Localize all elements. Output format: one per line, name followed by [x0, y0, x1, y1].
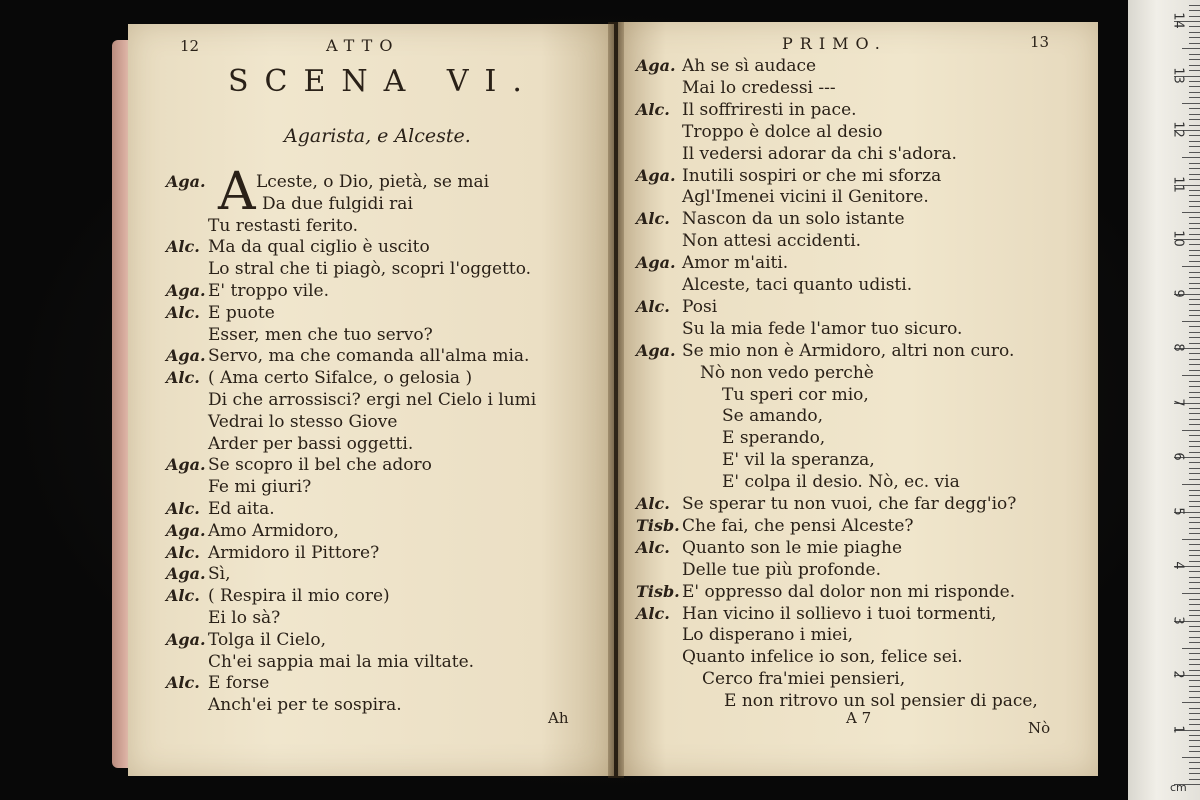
- speaker-label: Tisb.: [636, 515, 680, 535]
- ruler-tick: [1189, 146, 1200, 147]
- speaker-label: Aga.: [166, 564, 206, 584]
- verse-line: Tu restasti ferito.: [208, 215, 359, 236]
- verse-line: E non ritrovo un sol pensier di pace,: [724, 691, 1038, 712]
- ruler-tick: [1189, 735, 1200, 736]
- verse-line: Inutili sospiri or che mi sforza: [682, 165, 942, 186]
- ruler-tick: [1189, 386, 1200, 387]
- ruler-tick: [1189, 304, 1200, 305]
- ruler-label: 13: [1170, 66, 1186, 84]
- ruler-tick: [1189, 86, 1200, 87]
- verse-line: Da due fulgidi rai: [262, 193, 413, 214]
- ruler-tick: [1189, 670, 1200, 671]
- ruler-label: 7: [1170, 397, 1186, 407]
- speaker-label: Alc.: [636, 296, 670, 316]
- speaker-label: Alc.: [166, 302, 200, 322]
- ruler-tick: [1189, 528, 1200, 529]
- ruler-tick: [1189, 168, 1200, 169]
- verse-line: Non attesi accidenti.: [682, 231, 862, 252]
- ruler-tick: [1189, 381, 1200, 382]
- ruler-tick: [1189, 419, 1200, 420]
- ruler-tick: [1189, 533, 1200, 534]
- verse-line: Che fai, che pensi Alceste?: [682, 515, 914, 536]
- verse-line: Sì,: [208, 564, 231, 585]
- ruler-tick: [1189, 495, 1200, 496]
- verse-line: Ch'ei sappia mai la mia viltate.: [208, 651, 475, 672]
- ruler-tick: [1189, 315, 1200, 316]
- ruler-tick: [1182, 539, 1200, 540]
- ruler-tick: [1182, 430, 1200, 431]
- ruler-tick: [1189, 637, 1200, 638]
- ruler-tick: [1189, 479, 1200, 480]
- verse-line: Quanto son le mie piaghe: [682, 537, 903, 558]
- ruler-label: 14: [1170, 12, 1186, 29]
- ruler-tick: [1189, 54, 1200, 55]
- speaker-label: Aga.: [636, 56, 676, 75]
- ruler-unit: cm: [1170, 781, 1187, 794]
- ruler-tick: [1182, 157, 1200, 158]
- verse-line: Armidoro il Pittore?: [208, 542, 380, 563]
- ruler-tick: [1189, 343, 1200, 344]
- ruler-tick: [1189, 288, 1200, 289]
- ruler-tick: [1189, 255, 1200, 256]
- verse-line: Anch'ei per te sospira.: [208, 695, 402, 716]
- ruler-tick: [1189, 277, 1200, 278]
- verse-line: Fe mi giuri?: [208, 477, 312, 498]
- speaker-label: Alc.: [166, 586, 200, 606]
- ruler-tick: [1189, 501, 1200, 502]
- ruler-tick: [1189, 190, 1200, 191]
- ruler-tick: [1189, 141, 1200, 142]
- ruler-tick: [1182, 103, 1200, 104]
- verse-line: ( Ama certo Sifalce, o gelosia ): [208, 368, 473, 389]
- left-catchword: Ah: [548, 709, 569, 727]
- scene-title: SCENA VI.: [228, 64, 538, 99]
- ruler-tick: [1189, 408, 1200, 409]
- ruler-tick: [1182, 702, 1200, 703]
- ruler-tick: [1189, 299, 1200, 300]
- verse-line: Ah se sì audace: [682, 56, 817, 76]
- verse-line: Se mio non è Armidoro, altri non curo.: [682, 340, 1015, 361]
- ruler-tick: [1189, 522, 1200, 523]
- ruler-tick: [1189, 152, 1200, 153]
- ruler-tick: [1189, 70, 1200, 71]
- ruler-tick: [1189, 353, 1200, 354]
- ruler-tick: [1189, 108, 1200, 109]
- verse-line: Posi: [682, 296, 718, 317]
- ruler-label: 2: [1170, 670, 1186, 679]
- ruler-tick: [1189, 773, 1200, 774]
- right-page-number: 13: [1030, 33, 1050, 51]
- speaker-label: Alc.: [636, 209, 670, 229]
- ruler-tick: [1189, 571, 1200, 572]
- ruler-tick: [1189, 740, 1200, 741]
- ruler-tick: [1189, 114, 1200, 115]
- ruler-tick: [1189, 713, 1200, 714]
- verse-line: Ma da qual ciglio è uscito: [208, 237, 430, 258]
- ruler-tick: [1189, 43, 1200, 44]
- verse-line: Vedrai lo stesso Giove: [208, 411, 398, 432]
- ruler-tick: [1189, 135, 1200, 136]
- ruler-tick: [1189, 746, 1200, 747]
- ruler-tick: [1189, 195, 1200, 196]
- speaker-label: Alc.: [166, 368, 200, 388]
- drop-cap: A: [218, 162, 256, 222]
- ruler-tick: [1189, 544, 1200, 545]
- ruler-tick: [1189, 610, 1200, 611]
- ruler-tick: [1189, 446, 1200, 447]
- ruler-tick: [1189, 244, 1200, 245]
- ruler-tick: [1189, 599, 1200, 600]
- verse-line: Servo, ma che comanda all'alma mia.: [208, 346, 530, 367]
- ruler-tick: [1189, 424, 1200, 425]
- speaker-label: Alc.: [636, 537, 670, 557]
- verse-line: Alceste, taci quanto udisti.: [682, 275, 913, 295]
- ruler-tick: [1189, 364, 1200, 365]
- speaker-label: Aga.: [166, 281, 206, 300]
- speaker-label: Alc.: [166, 673, 200, 693]
- verse-line: E' vil la speranza,: [722, 450, 875, 471]
- ruler-tick: [1189, 768, 1200, 769]
- speaker-label: Alc.: [166, 542, 200, 562]
- left-running-head: ATTO: [326, 36, 400, 55]
- verse-line: Amor m'aiti.: [682, 253, 789, 274]
- verse-line: Esser, men che tuo servo?: [208, 324, 433, 345]
- verse-line: ( Respira il mio core): [208, 586, 390, 607]
- right-catchword: Nò: [1028, 719, 1051, 737]
- ruler-tick: [1189, 359, 1200, 360]
- ruler-tick: [1189, 691, 1200, 692]
- ruler-tick: [1189, 397, 1200, 398]
- speaker-label: Tisb.: [636, 581, 680, 601]
- ruler-tick: [1182, 375, 1200, 376]
- verse-line: Se scopro il bel che adoro: [208, 455, 432, 476]
- ruler-tick: [1189, 217, 1200, 218]
- verse-line: Quanto infelice io son, felice sei.: [682, 647, 963, 668]
- ruler-tick: [1182, 212, 1200, 213]
- verse-line: Ei lo sà?: [208, 608, 281, 628]
- ruler-tick: [1189, 97, 1200, 98]
- ruler-tick: [1189, 724, 1200, 725]
- ruler-tick: [1189, 332, 1200, 333]
- verse-line: E' colpa il desio. Nò, ec. via: [722, 472, 960, 493]
- ruler-tick: [1182, 484, 1200, 485]
- verse-line: E sperando,: [722, 428, 826, 449]
- right-running-head: PRIMO.: [782, 34, 887, 53]
- ruler-tick: [1189, 32, 1200, 33]
- verse-line: Il soffriresti in pace.: [682, 99, 857, 120]
- ruler-tick: [1189, 719, 1200, 720]
- ruler-label: 9: [1170, 288, 1186, 298]
- verse-line: E' oppresso dal dolor non mi risponde.: [682, 581, 1016, 602]
- verse-line: E puote: [208, 302, 275, 323]
- ruler-tick: [1189, 59, 1200, 60]
- ruler-tick: [1189, 686, 1200, 687]
- verse-line: Ed aita.: [208, 499, 275, 519]
- verse-line: Su la mia fede l'amor tuo sicuro.: [682, 318, 963, 339]
- verse-line: Arder per bassi oggetti.: [208, 433, 414, 454]
- ruler-label: 1: [1170, 724, 1186, 734]
- ruler-tick: [1189, 615, 1200, 616]
- ruler-label: 6: [1170, 452, 1186, 461]
- speaker-label: Alc.: [636, 494, 670, 513]
- ruler-label: 8: [1170, 343, 1186, 352]
- verse-line: Cerco fra'miei pensieri,: [702, 669, 906, 690]
- ruler-tick: [1189, 435, 1200, 436]
- verse-line: Delle tue più profonde.: [682, 559, 882, 580]
- ruler-tick: [1189, 10, 1200, 11]
- ruler-tick: [1189, 179, 1200, 180]
- ruler-tick: [1182, 648, 1200, 649]
- ruler-tick: [1189, 555, 1200, 556]
- ruler-tick: [1189, 664, 1200, 665]
- ruler-tick: [1189, 65, 1200, 66]
- ruler-tick: [1189, 261, 1200, 262]
- ruler-tick: [1189, 561, 1200, 562]
- ruler-tick: [1189, 201, 1200, 202]
- ruler-tick: [1189, 392, 1200, 393]
- ruler-tick: [1189, 223, 1200, 224]
- speaker-label: Alc.: [166, 237, 200, 257]
- ruler-tick: [1189, 779, 1200, 780]
- ruler-tick: [1189, 604, 1200, 605]
- ruler-label: 5: [1170, 506, 1186, 516]
- ruler-tick: [1189, 206, 1200, 207]
- verse-line: Amo Armidoro,: [208, 520, 339, 541]
- speaker-label: Alc.: [636, 99, 670, 119]
- ruler-tick: [1189, 26, 1200, 27]
- ruler-tick: [1189, 626, 1200, 627]
- ruler-label: 10: [1170, 230, 1186, 247]
- verse-line: E' troppo vile.: [208, 281, 330, 301]
- ruler-tick: [1182, 266, 1200, 267]
- ruler-tick: [1189, 680, 1200, 681]
- speaker-label: Aga.: [166, 629, 206, 649]
- verse-line: E forse: [208, 673, 270, 694]
- ruler-tick: [1189, 462, 1200, 463]
- verse-line: Tolga il Cielo,: [208, 629, 326, 650]
- ruler-tick: [1189, 283, 1200, 284]
- ruler-tick: [1189, 473, 1200, 474]
- verse-line: Mai lo credessi ---: [682, 77, 836, 98]
- ruler-tick: [1189, 642, 1200, 643]
- ruler-tick: [1189, 506, 1200, 507]
- ruler-label: 12: [1170, 121, 1186, 138]
- signature-mark: A 7: [846, 709, 872, 727]
- ruler-tick: [1189, 751, 1200, 752]
- verse-line: Lceste, o Dio, pietà, se mai: [256, 172, 490, 192]
- verse-line: Agl'Imenei vicini il Genitore.: [682, 187, 929, 208]
- verse-line: Nò non vedo perchè: [700, 362, 874, 383]
- ruler-tick: [1189, 37, 1200, 38]
- verse-line: Han vicino il sollievo i tuoi tormenti,: [682, 603, 997, 624]
- ruler-tick: [1189, 174, 1200, 175]
- ruler-label: 3: [1170, 615, 1186, 625]
- ruler-tick: [1189, 441, 1200, 442]
- speaker-label: Aga.: [166, 346, 206, 366]
- ruler-tick: [1189, 588, 1200, 589]
- ruler-tick: [1189, 310, 1200, 311]
- ruler-tick: [1189, 92, 1200, 93]
- speaker-label: Alc.: [636, 603, 670, 623]
- ruler-label: 4: [1170, 561, 1186, 570]
- ruler-tick: [1189, 16, 1200, 17]
- speaker-label: Aga.: [636, 253, 676, 273]
- ruler-tick: [1189, 659, 1200, 660]
- ruler-tick: [1189, 517, 1200, 518]
- ruler-tick: [1189, 762, 1200, 763]
- ruler-tick: [1189, 272, 1200, 273]
- left-page-number: 12: [180, 37, 200, 55]
- verse-line: Se amando,: [722, 406, 823, 427]
- ruler-tick: [1189, 452, 1200, 453]
- speaker-label: Aga.: [166, 455, 206, 475]
- ruler-tick: [1189, 582, 1200, 583]
- ruler-tick: [1189, 125, 1200, 126]
- ruler-tick: [1189, 708, 1200, 709]
- verse-line: Lo stral che ti piagò, scopri l'oggetto.: [208, 259, 532, 280]
- ruler-tick: [1189, 468, 1200, 469]
- speaker-label: Aga.: [166, 520, 206, 540]
- verse-line: Nascon da un solo istante: [682, 209, 905, 230]
- verse-line: Il vedersi adorar da chi s'adora.: [682, 143, 957, 164]
- ruler-tick: [1182, 593, 1200, 594]
- ruler-tick: [1189, 631, 1200, 632]
- ruler-label: 11: [1170, 175, 1186, 193]
- verse-line: Se sperar tu non vuoi, che far degg'io?: [682, 494, 1017, 514]
- ruler-tick: [1189, 337, 1200, 338]
- ruler-tick: [1189, 370, 1200, 371]
- book-gutter: [608, 22, 624, 778]
- ruler-tick: [1189, 163, 1200, 164]
- ruler-tick: [1189, 577, 1200, 578]
- ruler-tick: [1189, 81, 1200, 82]
- ruler-tick: [1189, 653, 1200, 654]
- ruler-tick: [1189, 550, 1200, 551]
- ruler-tick: [1182, 48, 1200, 49]
- speaker-label: Alc.: [166, 499, 200, 518]
- ruler-tick: [1189, 228, 1200, 229]
- verse-line: Troppo è dolce al desio: [682, 121, 883, 142]
- ruler-tick: [1189, 234, 1200, 235]
- ruler-tick: [1189, 697, 1200, 698]
- scene-characters: Agarista, e Alceste.: [284, 125, 471, 147]
- verse-line: Tu speri cor mio,: [722, 384, 869, 405]
- verse-line: Lo disperano i miei,: [682, 625, 854, 646]
- ruler-tick: [1189, 326, 1200, 327]
- speaker-label: Aga.: [636, 340, 676, 360]
- ruler-tick: [1182, 757, 1200, 758]
- speaker-label: Aga.: [636, 165, 676, 185]
- speaker-label: Aga.: [166, 172, 206, 191]
- ruler-tick: [1182, 321, 1200, 322]
- ruler-tick: [1189, 490, 1200, 491]
- verse-line: Di che arrossisci? ergi nel Cielo i lumi: [208, 390, 537, 410]
- ruler-tick: [1189, 413, 1200, 414]
- ruler-tick: [1189, 5, 1200, 6]
- ruler-tick: [1189, 250, 1200, 251]
- ruler-tick: [1189, 119, 1200, 120]
